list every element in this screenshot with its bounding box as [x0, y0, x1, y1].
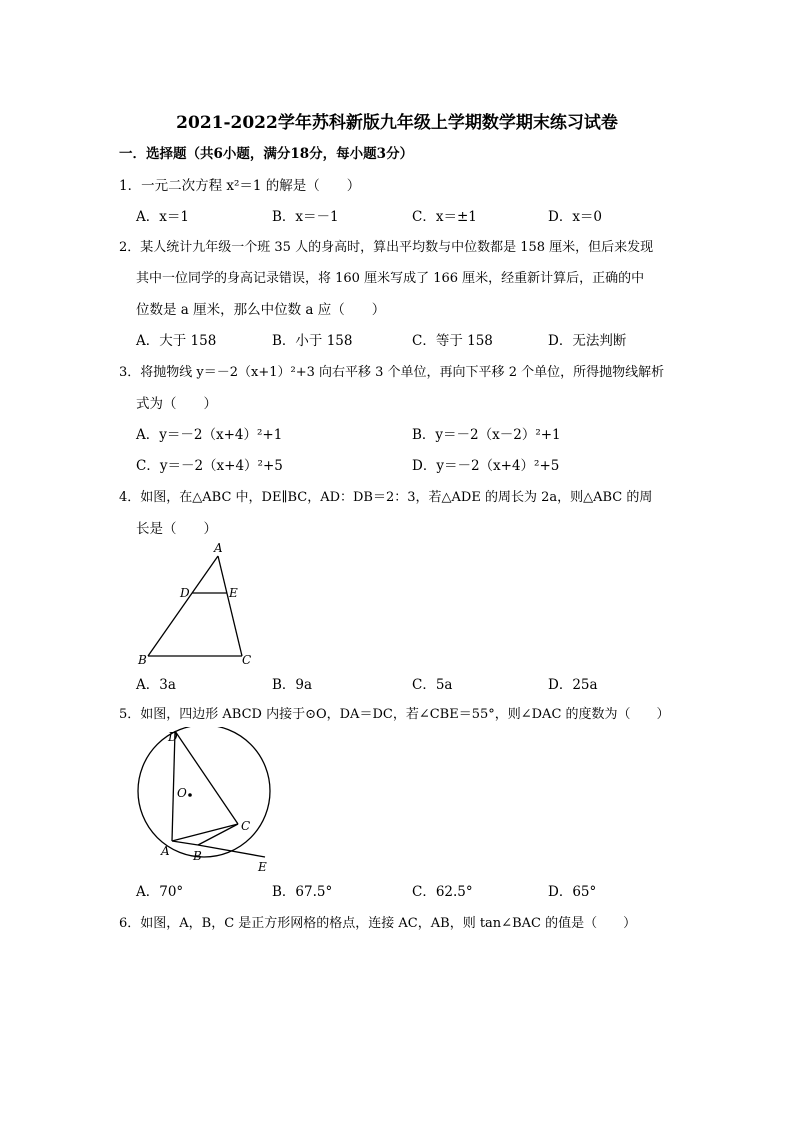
- q2-option-a: A．大于 158: [136, 333, 217, 349]
- q5-option-c: C．62.5°: [412, 884, 473, 900]
- center-point: [188, 793, 192, 797]
- q2-line3: 位数是 a 厘米，那么中位数 a 应（ ）: [136, 302, 386, 318]
- q5-option-d: D．65°: [548, 884, 597, 900]
- segment-bc: [198, 824, 238, 845]
- q6-line1: 6．如图，A，B，C 是正方形网格的格点，连接 AC，AB，则 tan∠BAC 的值是（ ）: [119, 916, 637, 931]
- segment-be: [198, 845, 265, 857]
- q1-stem: 1．一元二次方程 x²＝1 的解是（ ）: [119, 178, 361, 194]
- q4-line1: 4．如图，在△ABC 中，DE∥BC，AD：DB＝2：3，若△ADE 的周长为 2a，则△ABC 的周: [119, 490, 653, 505]
- segment-ac: [172, 824, 238, 841]
- page-title: 2021-2022学年苏科新版九年级上学期数学期末练习试卷: [176, 113, 618, 133]
- q1-option-d: D．x＝0: [548, 209, 603, 225]
- q3-option-c: C．y＝－2（x+4）²+5: [136, 458, 283, 474]
- q4-option-d: D．25a: [548, 677, 598, 693]
- segment-ab: [148, 556, 218, 656]
- q1-option-c: C．x＝±1: [412, 209, 477, 225]
- label-d: D: [180, 586, 190, 600]
- q2-line2: 其中一位同学的身高记录错误，将 160 厘米写成了 166 厘米，经重新计算后，正确的中: [136, 271, 645, 286]
- label-e: E: [258, 860, 267, 874]
- label-a: A: [161, 844, 170, 858]
- q1-option-a: A．x＝1: [136, 209, 189, 225]
- q5-circle-figure: [130, 727, 280, 877]
- segment-ac: [218, 556, 242, 656]
- segment-ab: [172, 841, 198, 845]
- q3-line1: 3．将抛物线 y＝－2（x+1）²+3 向右平移 3 个单位，再向下平移 2 个单位，所得抛物线解析: [119, 365, 665, 380]
- label-a: A: [214, 541, 223, 555]
- label-e: E: [229, 586, 238, 600]
- label-c: C: [241, 819, 251, 833]
- q3-option-d: D．y＝－2（x+4）²+5: [412, 458, 560, 474]
- section-heading: 一．选择题（共6小题，满分18分，每小题3分）: [119, 146, 414, 162]
- label-c: C: [242, 653, 252, 667]
- label-b: B: [193, 849, 202, 863]
- q2-option-c: C．等于 158: [412, 333, 493, 349]
- segment-da: [172, 731, 175, 841]
- q4-option-a: A．3a: [136, 677, 176, 693]
- label-o: O: [177, 786, 187, 800]
- q3-option-b: B．y＝－2（x－2）²+1: [412, 427, 561, 443]
- q4-triangle-figure: [130, 540, 270, 670]
- q5-option-a: A．70°: [136, 884, 184, 900]
- label-b: B: [138, 653, 147, 667]
- q4-option-b: B．9a: [272, 677, 313, 693]
- segment-dc: [175, 731, 238, 824]
- q1-option-b: B．x＝－1: [272, 209, 339, 225]
- q2-option-d: D．无法判断: [548, 333, 627, 349]
- q2-option-b: B．小于 158: [272, 333, 353, 349]
- label-d: D: [168, 730, 178, 744]
- q3-line2: 式为（ ）: [136, 396, 217, 412]
- q4-option-c: C．5a: [412, 677, 453, 693]
- q5-option-b: B．67.5°: [272, 884, 333, 900]
- circle-o: [138, 727, 270, 857]
- q3-option-a: A．y＝－2（x+4）²+1: [136, 427, 283, 443]
- q2-line1: 2．某人统计九年级一个班 35 人的身高时，算出平均数与中位数都是 158 厘米，但后来发现: [119, 240, 654, 255]
- q4-line2: 长是（ ）: [136, 521, 217, 537]
- q5-line1: 5．如图，四边形 ABCD 内接于⊙O，DA＝DC，若∠CBE＝55°，则∠DAC 的度数为（ ）: [119, 707, 670, 722]
